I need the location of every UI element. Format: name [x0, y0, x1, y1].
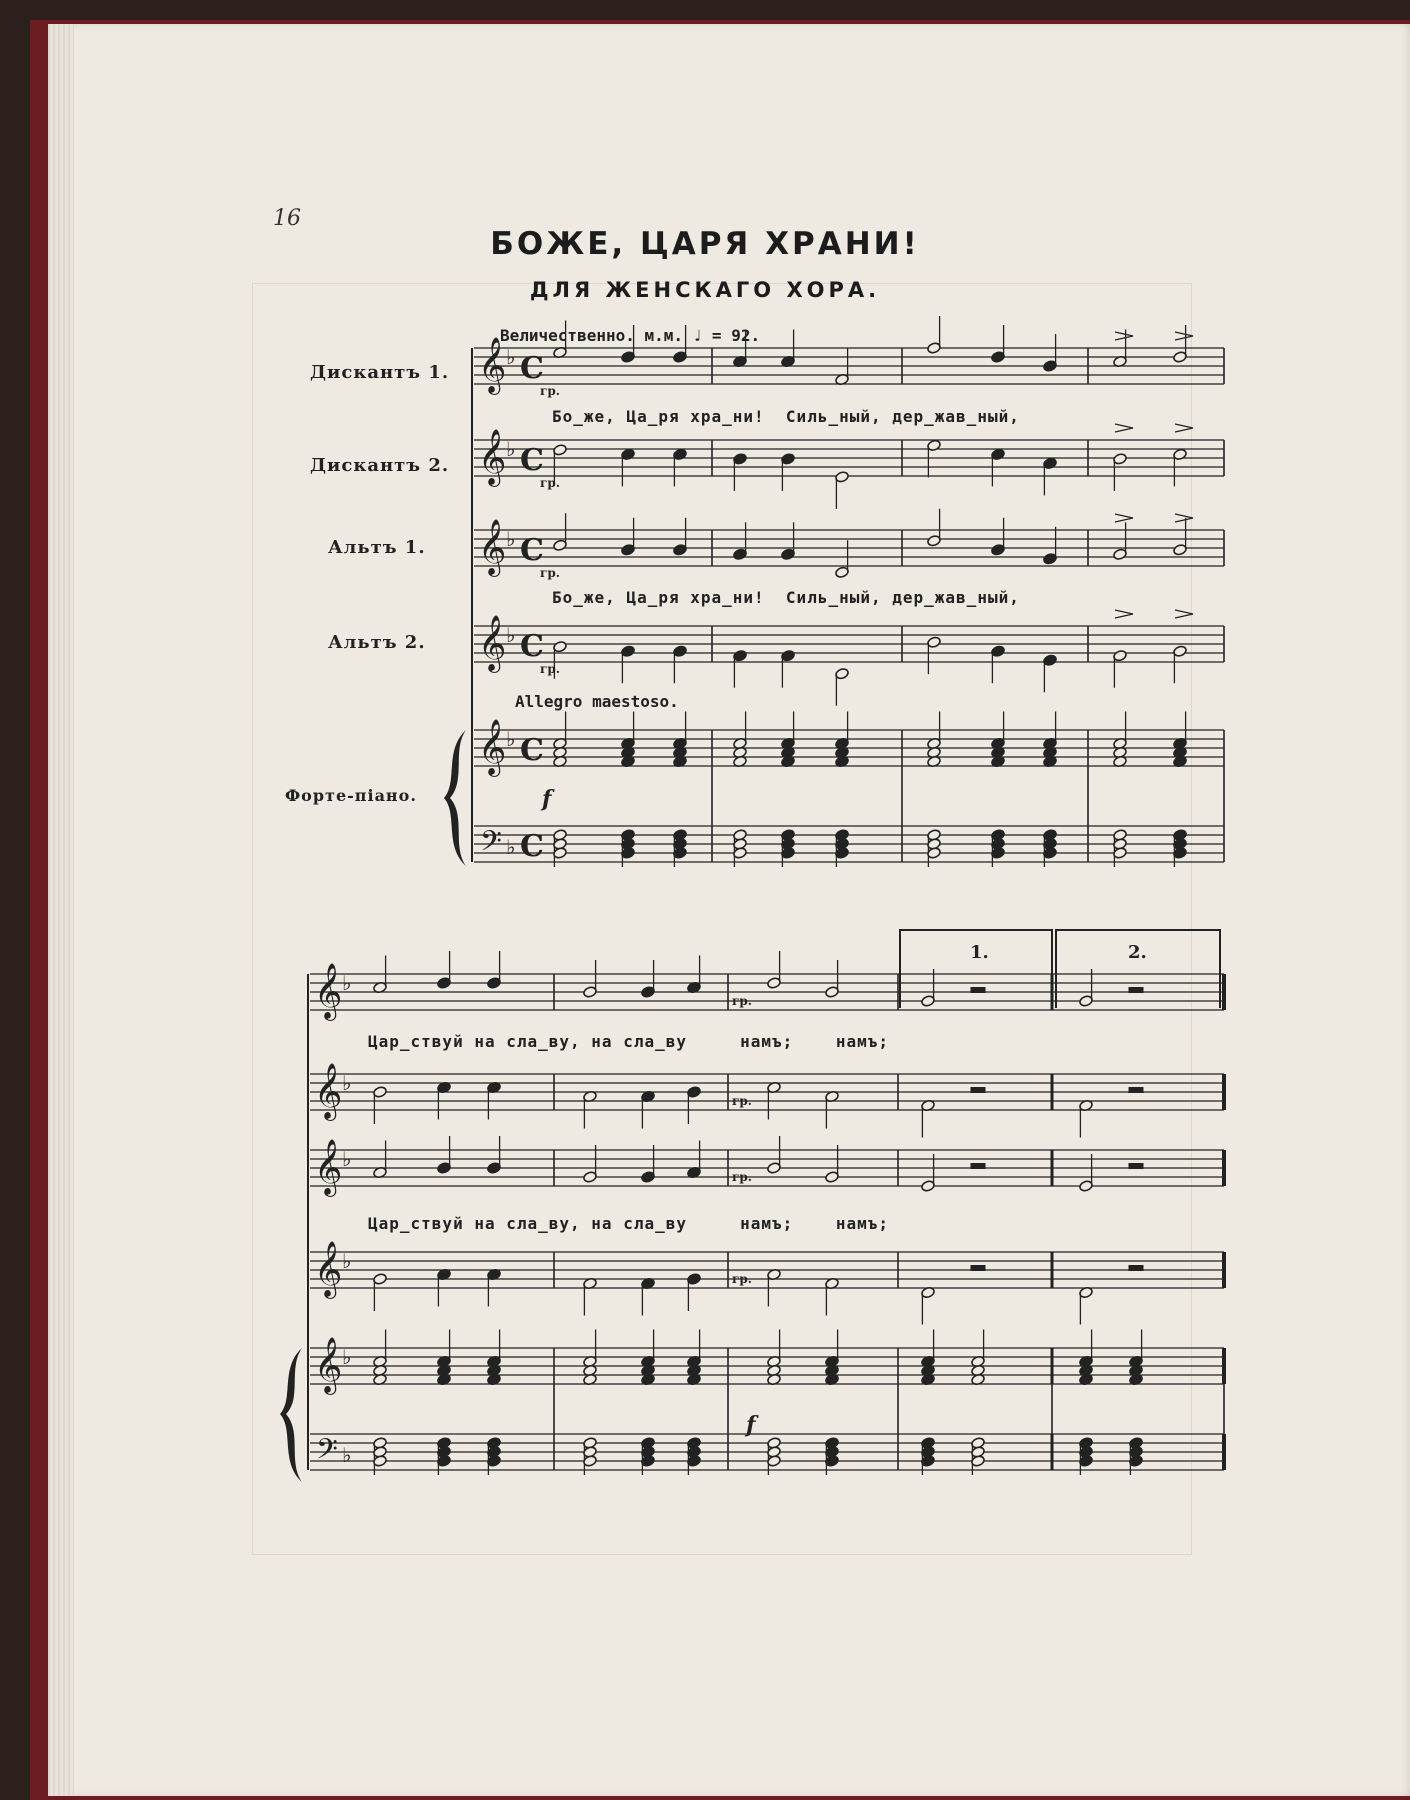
accent-mark [1175, 424, 1193, 432]
volta-bracket-1 [900, 930, 1052, 1008]
treble-clef: 𝄞 [314, 1337, 343, 1393]
key-signature-flat: ♭ [342, 1443, 352, 1467]
accent-mark [1175, 332, 1193, 340]
song-title: БОЖЕ, ЦАРЯ ХРАНИ! [490, 226, 920, 262]
bass-clef: 𝄢 [316, 1433, 338, 1473]
dynamic-forte-2: f [746, 1412, 756, 1438]
treble-clef: 𝄞 [314, 1241, 343, 1297]
lyrics-system2-lower: Цар_ствуй на сла_ву, на сла_ву намъ; намъ; [368, 1214, 890, 1233]
half-rest [1129, 988, 1143, 993]
time-signature: C [520, 533, 544, 568]
stave-text-gr: гр. [540, 566, 560, 580]
stave-text-gr: гр. [732, 1272, 752, 1286]
stave-text-gr: гр. [732, 1170, 752, 1184]
half-rest [1129, 1088, 1143, 1093]
tempo-marking-piano: Allegro maestoso. [515, 692, 679, 711]
key-signature-flat: ♭ [506, 727, 516, 751]
volta-1-number: 1. [970, 942, 989, 963]
key-signature-flat: ♭ [342, 1071, 352, 1095]
piano-brace [444, 730, 466, 866]
clefs [314, 337, 752, 1473]
piano-brace [280, 1348, 302, 1482]
treble-clef: 𝄞 [314, 1139, 343, 1195]
time-signature: C [520, 829, 544, 864]
time-signature: C [520, 629, 544, 664]
accent-mark [1175, 610, 1193, 618]
bass-clef: 𝄢 [480, 825, 502, 865]
half-rest [971, 1164, 985, 1169]
volta-brackets [900, 930, 1220, 1008]
key-signature-flat: ♭ [506, 623, 516, 647]
part-label-alto-2: Альтъ 2. [328, 632, 426, 653]
treble-clef: 𝄞 [314, 963, 343, 1019]
key-signature-flat: ♭ [342, 1249, 352, 1273]
notes [373, 316, 1193, 1475]
dynamic-forte-1: f [542, 786, 552, 812]
tempo-marking-vocal: Величественно. м.м. ♩ = 92. [500, 326, 761, 345]
key-signature-flat: ♭ [342, 1345, 352, 1369]
time-signature: C [520, 733, 544, 768]
staves [310, 348, 1224, 1470]
part-label-alto-1: Альтъ 1. [328, 537, 426, 558]
barlines [308, 348, 1224, 1470]
accent-mark [1115, 610, 1133, 618]
lyrics-system2-upper: Цар_ствуй на сла_ву, на сла_ву намъ; намъ; [368, 1032, 890, 1051]
key-signature-flat: ♭ [342, 971, 352, 995]
half-rest [971, 1266, 985, 1271]
half-rest [971, 1088, 985, 1093]
accent-mark [1115, 514, 1133, 522]
treble-clef: 𝄞 [478, 337, 507, 393]
half-rest [971, 988, 985, 993]
treble-clef: 𝄞 [478, 519, 507, 575]
volta-2-number: 2. [1128, 942, 1147, 963]
accent-mark [1175, 514, 1193, 522]
time-signature: C [520, 443, 544, 478]
lyrics-system1-lower: Бо_же, Ца_ря хра_ни! Силь_ный, дер_жав_ный, [552, 588, 1020, 607]
treble-clef: 𝄞 [478, 615, 507, 671]
stave-text-gr: гр. [540, 384, 560, 398]
treble-clef: 𝄞 [478, 719, 507, 775]
half-rest [1129, 1164, 1143, 1169]
half-rest [1129, 1266, 1143, 1271]
accent-mark [1115, 332, 1133, 340]
stave-text-gr: гр. [732, 994, 752, 1008]
key-signature-flat: ♭ [506, 527, 516, 551]
stave-text-gr: гр. [540, 476, 560, 490]
part-label-descant-1: Дискантъ 1. [310, 362, 450, 383]
stave-text-gr: гр. [540, 662, 560, 676]
key-signature-flat: ♭ [506, 835, 516, 859]
key-signature-flat: ♭ [506, 345, 516, 369]
song-subtitle: ДЛЯ ЖЕНСКАГО ХОРА. [529, 278, 881, 302]
stave-text-gr: гр. [732, 1094, 752, 1108]
time-signature: C [520, 351, 544, 386]
lyrics-system1-upper: Бо_же, Ца_ря хра_ни! Силь_ный, дер_жав_ный, [552, 407, 1020, 426]
treble-clef: 𝄞 [478, 429, 507, 485]
page-number: 16 [273, 206, 301, 231]
volta-bracket-2 [1056, 930, 1220, 1008]
part-label-piano: Форте-піано. [285, 786, 417, 805]
key-signature-flat: ♭ [506, 437, 516, 461]
part-label-descant-2: Дискантъ 2. [310, 455, 450, 476]
accent-mark [1115, 424, 1133, 432]
treble-clef: 𝄞 [314, 1063, 343, 1119]
key-signature-flat: ♭ [342, 1147, 352, 1171]
